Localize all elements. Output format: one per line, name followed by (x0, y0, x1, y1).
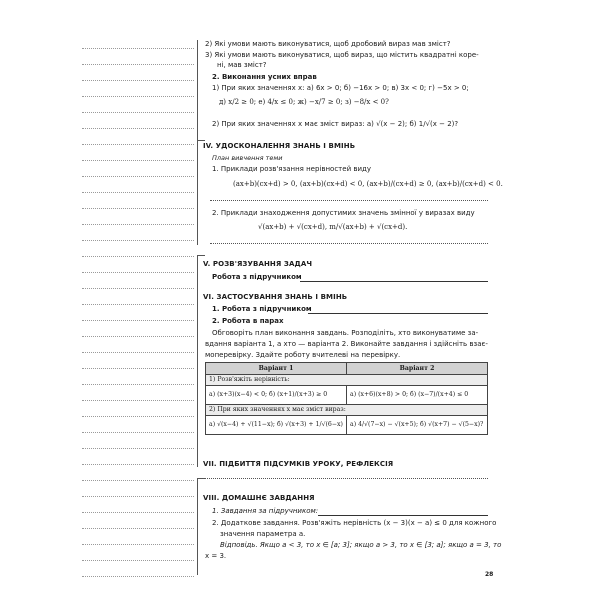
oral-heading: 2. Виконання усних вправ (212, 73, 317, 81)
textbook-work: Робота з підручником (212, 273, 302, 281)
task-2-title: 2) При яких значеннях x має зміст вираз: (206, 405, 488, 416)
pair-work-text-2: вдання варіанта 1, а хто — варіанта 2. Виконайте завдання і здійсніть взає- (205, 340, 488, 348)
section-7-heading: VII. ПІДБИТТЯ ПІДСУМКІВ УРОКУ, РЕФЛЕКСІЯ (203, 460, 394, 468)
section-bracket (197, 255, 205, 256)
formula-domain: √(ax+b) + √(cx+d), m/√(ax+b) + √(cx+d). (258, 223, 408, 231)
note-line (210, 200, 488, 201)
answer-line (308, 313, 488, 314)
variant-1-task-1: а) (x+3)(x−4) < 0; б) (x+1)/(x+3) ≥ 0 (206, 386, 347, 405)
homework-item-2: 2. Додаткове завдання. Розв'яжіть нерівність (x − 3)(x − a) ≤ 0 для кожного (212, 519, 497, 527)
homework-item-2-cont: значення параметра a. (220, 530, 306, 538)
variant-1-task-2: а) √(x−4) + √(11−x); б) √(x+3) + 1/√(6−x) (206, 416, 347, 435)
section-bracket (197, 478, 205, 479)
oral-task-2: 2) При яких значеннях x має зміст вираз: а) √(x − 2); б) 1/√(x − 2)? (212, 120, 459, 128)
question-3: 3) Які умови мають виконуватися, щоб вираз, що містить квадратні коре- (205, 51, 479, 59)
homework-answer-1: Відповідь. Якщо a < 3, то x ∈ [a; 3]; якщо a > 3, то x ∈ [3; a]; якщо a = 3, то (220, 541, 502, 549)
variant-1-header: Варіант 1 (206, 363, 347, 375)
pair-work-text-1: Обговоріть план виконання завдань. Розподіліть, хто виконуватиме за- (212, 329, 479, 337)
oral-task-1: 1) При яких значеннях x: а) 6x > 0; б) −16x > 0; в) 3x < 0; г) −5x > 0; (212, 84, 469, 92)
note-line (205, 478, 488, 479)
task-1-title: 1) Розв'яжіть нерівність: (206, 375, 488, 386)
section-bracket (197, 140, 205, 141)
section-5-heading: V. РОЗВ'ЯЗУВАННЯ ЗАДАЧ (203, 260, 313, 268)
oral-task-1-fractions: д) x/2 ≥ 0; е) 4/x ≤ 0; ж) −x/7 ≥ 0; з) −8/x < 0? (219, 98, 389, 106)
variant-2-task-1: а) (x+6)(x+8) > 0; б) (x−7)/(x+4) ≤ 0 (347, 386, 488, 405)
answer-line (318, 515, 488, 516)
note-line (210, 243, 488, 244)
question-3-cont: ні, мав зміст? (217, 61, 267, 69)
variant-2-header: Варіант 2 (347, 363, 488, 375)
plan-item-1: 1. Приклади розв'язання нерівностей виду (212, 165, 371, 173)
section-4-heading: IV. УДОСКОНАЛЕННЯ ЗНАНЬ І ВМІНЬ (203, 142, 356, 150)
formula-inequalities: (ax+b)(cx+d) > 0, (ax+b)(cx+d) < 0, (ax+b)/(cx+d) ≥ 0, (ax+b)/(cx+d) < 0. (233, 180, 503, 188)
column-bar (197, 40, 198, 245)
pair-work-text-3: моперевірку. Здайте роботу вчителеві на перевірку. (205, 351, 401, 359)
variants-table (205, 362, 488, 435)
work-item-2: 2. Робота в парах (212, 317, 284, 325)
answer-line (300, 281, 488, 282)
column-bar (197, 478, 198, 575)
homework-item-1: 1. Завдання за підручником: (212, 507, 319, 515)
homework-answer-2: x = 3. (205, 552, 227, 560)
plan-subtitle: План вивчення теми (212, 154, 283, 162)
work-item-1: 1. Робота з підручником (212, 305, 312, 313)
column-bar (197, 255, 198, 467)
question-2: 2) Які умови мають виконуватися, щоб дробовий вираз мав зміст? (205, 40, 451, 48)
plan-item-2: 2. Приклади знаходження допустимих значень змінної у виразах виду (212, 209, 475, 217)
section-8-heading: VIII. ДОМАШНЄ ЗАВДАННЯ (203, 494, 315, 502)
variant-2-task-2: а) 4/√(7−x) − √(x+5); б) √(x+7) − √(5−x)? (347, 416, 488, 435)
page-number: 28 (485, 571, 494, 578)
section-6-heading: VI. ЗАСТОСУВАННЯ ЗНАНЬ І ВМІНЬ (203, 293, 348, 301)
